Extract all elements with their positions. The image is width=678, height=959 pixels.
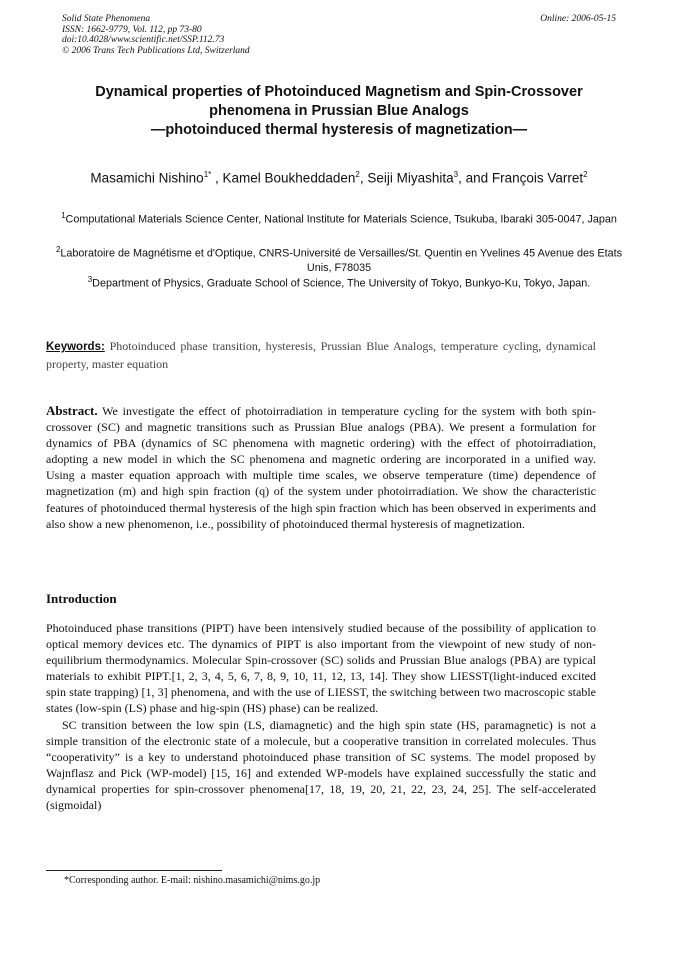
abstract-text: We investigate the effect of photoirradiation in temperature cycling for the system with both spin-crossover (SC) and magnetic transitions such as Prussian Blue analogs (PBA). We present a formulation for dynamics of PBA (dynamics of SC phenomena with magnetic ordering) with the effect of photoirradiation, adopting a new model in which the SC phenomena and magnetic ordering are incorporated in a unified way. Using a master equation approach with multiple time scales, we observe temperature (time) dependence of magnetization (m) and high spin fraction (q) of the system under photoirradiation. We show the characteristic features of photoinduced thermal hysteresis of the high spin fraction which has been observed in experiments and also show a new phenomenon, i.e., possibility of photoinduced thermal hysteresis of magnetization. [46, 404, 596, 531]
author-list: Masamichi Nishino$^{1*}$ , Kamel Boukheddaden$^2$, Seiji Miyashita$^3$, and François Varret$^2$ [90, 170, 588, 186]
affiliation-text: Computational Materials Science Center, National Institute for Materials Science, Tsukuba, Ibaraki 305-0047, Japan [65, 213, 617, 226]
author-mark: 3 [453, 170, 459, 179]
journal-header [62, 14, 250, 56]
keywords-label: Keywords: [46, 341, 105, 353]
author-name: Masamichi Nishino [90, 170, 204, 186]
affiliation-2 [46, 243, 632, 276]
title-line-3: —photoinduced thermal hysteresis of magnetization— [150, 122, 528, 138]
affiliation-text: Department of Physics, Graduate School of Science, The University of Tokyo, Bunkyo-Ku, Tokyo, Japan. [92, 277, 591, 290]
journal-name: Solid State Phenomena [62, 14, 151, 24]
title-line-1: Dynamical properties of Photoinduced Magnetism and Spin-Crossover [95, 84, 583, 100]
footnote-rule [46, 870, 222, 871]
author-name: Kamel Boukheddaden [222, 170, 356, 186]
keywords [46, 338, 596, 373]
abstract [46, 403, 596, 532]
journal-copyright: © 2006 Trans Tech Publications Ltd, Switzerland [62, 45, 250, 56]
introduction-heading: Introduction [46, 591, 117, 606]
introduction-body [46, 620, 596, 813]
affiliation-mark: 1 [61, 211, 66, 220]
author-mark: 2 [355, 170, 360, 179]
paper-title [48, 83, 630, 140]
affiliation-1 [46, 209, 632, 227]
title-line-2: phenomena in Prussian Blue Analogs [209, 103, 469, 119]
author-mark: 1* [203, 170, 212, 179]
author-name: Seiji Miyashita [367, 170, 454, 186]
keywords-text: Photoinduced phase transition, hysteresis, Prussian Blue Analogs, temperature cycling, dynamical property, master equation [46, 339, 596, 371]
introduction-paragraph: Photoinduced phase transitions (PIPT) have been intensively studied because of the possibility of application to optical memory devices etc. The dynamics of PIPT is also important from the viewpoint of new study of non-equilibrium thermodynamics. Molecular Spin-crossover (SC) solids and Prussian Blue analogs (PBA) are typical materials to exhibit PIPT.[1, 2, 3, 4, 5, 6, 7, 8, 9, 10, 11, 12, 13, 14]. They show LIESST(light-induced excited spin state trapping) [1, 3] phenomena, and with the use of LIESST, the switching between two macroscopic stable states (low-spin (LS) phase and hig-spin (HS) phase) can be realized. [46, 621, 596, 716]
author-name: François Varret [491, 170, 584, 186]
journal-issn: ISSN: 1662-9779, Vol. 112, pp 73-80 [62, 24, 202, 35]
online-date: Online: 2006-05-15 [540, 14, 616, 24]
affiliation-3 [46, 273, 632, 291]
affiliation-mark: 3 [87, 275, 93, 284]
abstract-label: Abstract. [46, 403, 98, 418]
affiliation-text: Laboratoire de Magnétisme et d'Optique, CNRS-Université de Versailles/St. Quentin en Yvelines 45 Avenue des Etats Unis, F78035 [60, 247, 623, 275]
footnote: *Corresponding author. E-mail: nishino.masamichi@nims.go.jp [64, 875, 321, 886]
affiliation-mark: 2 [55, 245, 61, 254]
author-mark: 2 [583, 170, 588, 179]
introduction-paragraph: SC transition between the low spin (LS, diamagnetic) and the high spin state (HS, paramagnetic) is not a simple transition of the electronic state of a molecule, but a cooperative transition in correlated molecules. Thus “cooperativity” is a key to understand photoinduced phase transition of SC systems. The model proposed by Wajnflasz and Pick (WP-model) [15, 16] and extended WP-models have explained successfully the static and dynamical properties for spin-crossover phenomena[17, 18, 19, 20, 21, 22, 23, 24, 25]. The self-accelerated (sigmoidal) [46, 717, 596, 813]
journal-doi[interactable]: doi:10.4028/www.scientific.net/SSP.112.73 [62, 35, 225, 45]
